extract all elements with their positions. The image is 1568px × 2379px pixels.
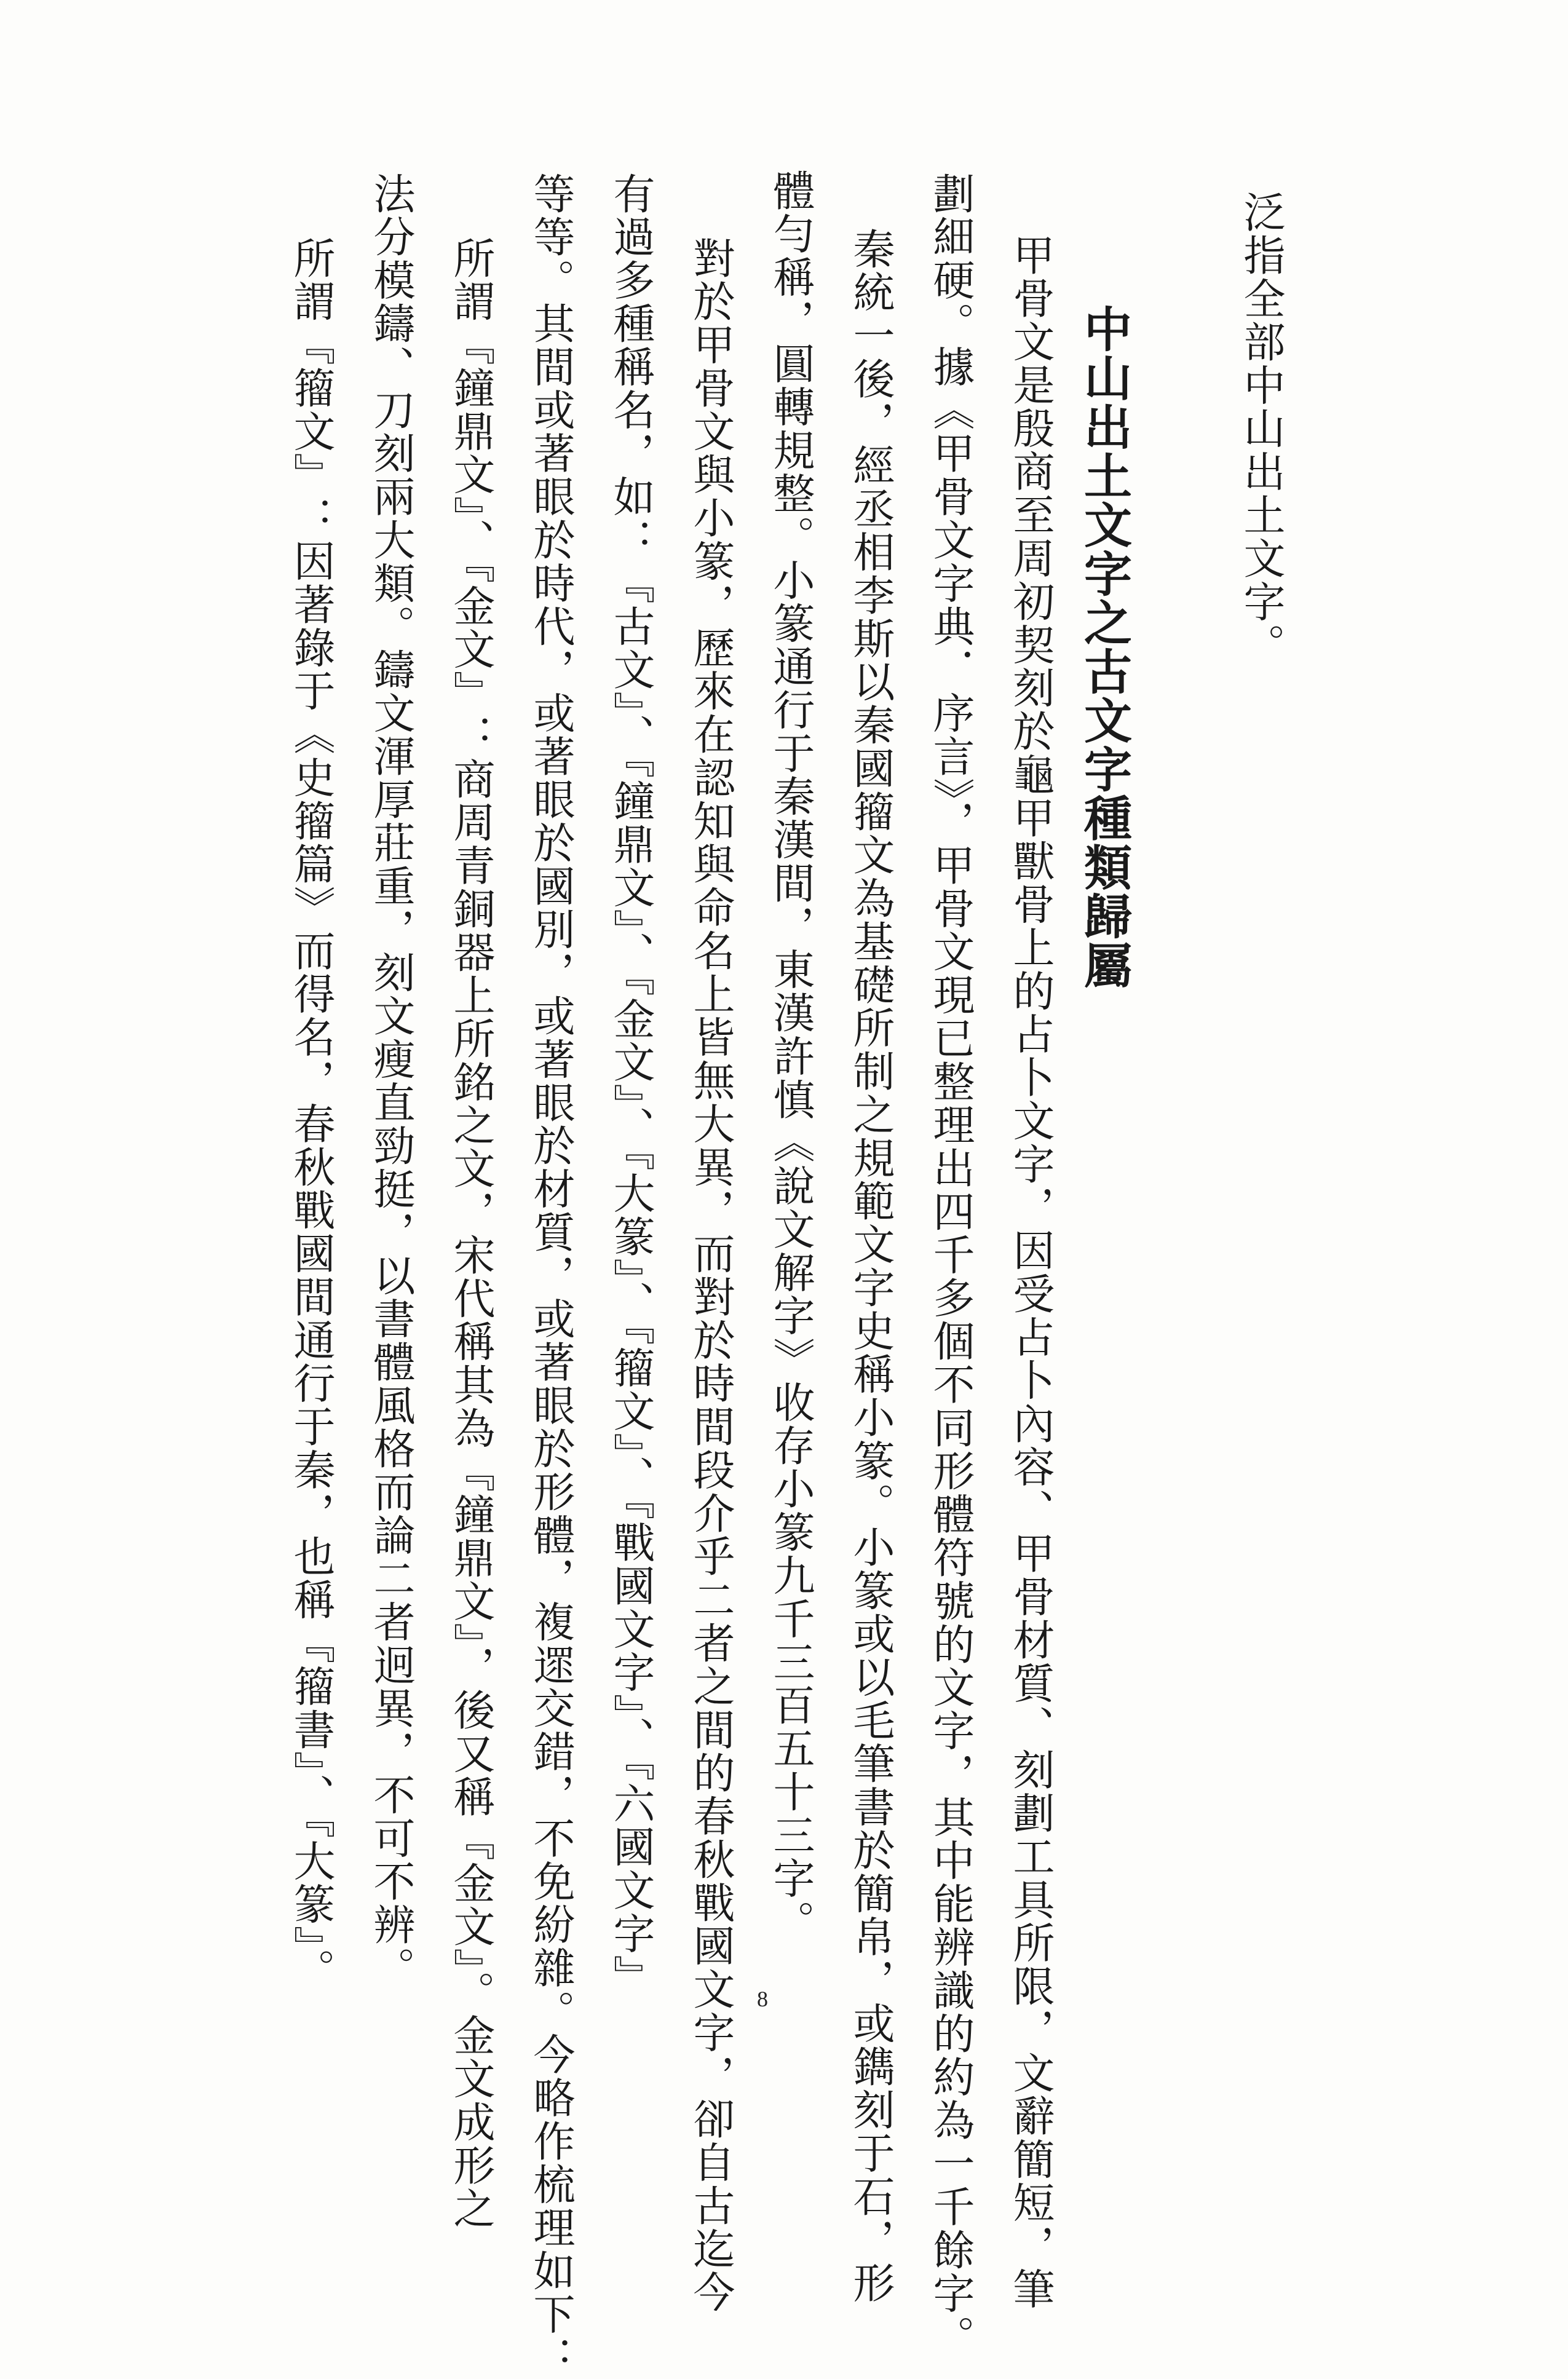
text-column-6: 體勻稱，圓轉規整。小篆通行于秦漢間，東漢許慎《說文解字》收存小篆九千三百五十三字。 — [766, 169, 815, 1944]
text-column-12: 所謂『籀文』：因著錄于《史籀篇》而得名，春秋戰國間通行于秦，也稱『籀書』、『大篆』。 — [287, 237, 335, 1992]
text-column-1: 泛指全部中山出土文字。 — [1237, 191, 1285, 667]
page-number: 8 — [757, 1987, 768, 2011]
section-heading: 中山出土文字之古文字種類歸屬 — [1076, 304, 1132, 989]
text-column-10: 所謂『鐘鼎文』、『金文』：商周青銅器上所銘之文，宋代稱其為『鐘鼎文』，後又稱『金文』。金文成形之 — [446, 237, 495, 2231]
text-column-4: 劃細硬。據《甲骨文字典．序言》，甲骨文現已整理出四千多個不同形體符號的文字，其中能辨識的約為一千餘字。 — [926, 172, 975, 2359]
text-column-7: 對於甲骨文與小篆，歷來在認知與命名上皆無大異，而對於時間段介乎二者之間的春秋戰國文字，卻自古迄今 — [686, 237, 735, 2314]
text-column-5: 秦統一後，經丞相李斯以秦國籀文為基礎所制之規範文字史稱小篆。小篆或以毛筆書於簡帛，或鐫刻于石，形 — [846, 228, 895, 2305]
text-column-9: 等等。其間或著眼於時代，或著眼於國別，或著眼於材質，或著眼於形體，複遝交錯，不免紛雜。今略作梳理如下： — [526, 172, 575, 2379]
text-column-3: 甲骨文是殷商至周初契刻於龜甲獸骨上的占卜文字，因受占卜內容、甲骨材質、刻劃工具所限，文辭簡短，筆 — [1006, 234, 1055, 2311]
text-column-11: 法分模鑄、刀刻兩大類。鑄文渾厚莊重，刻文瘦直勁挺，以書體風格而論二者迥異，不可不辨。 — [366, 172, 415, 1990]
text-column-8: 有過多種稱名，如：『古文』、『鐘鼎文』、『金文』、『大篆』、『籀文』、『戰國文字』、『六國文字』 — [606, 172, 655, 1999]
